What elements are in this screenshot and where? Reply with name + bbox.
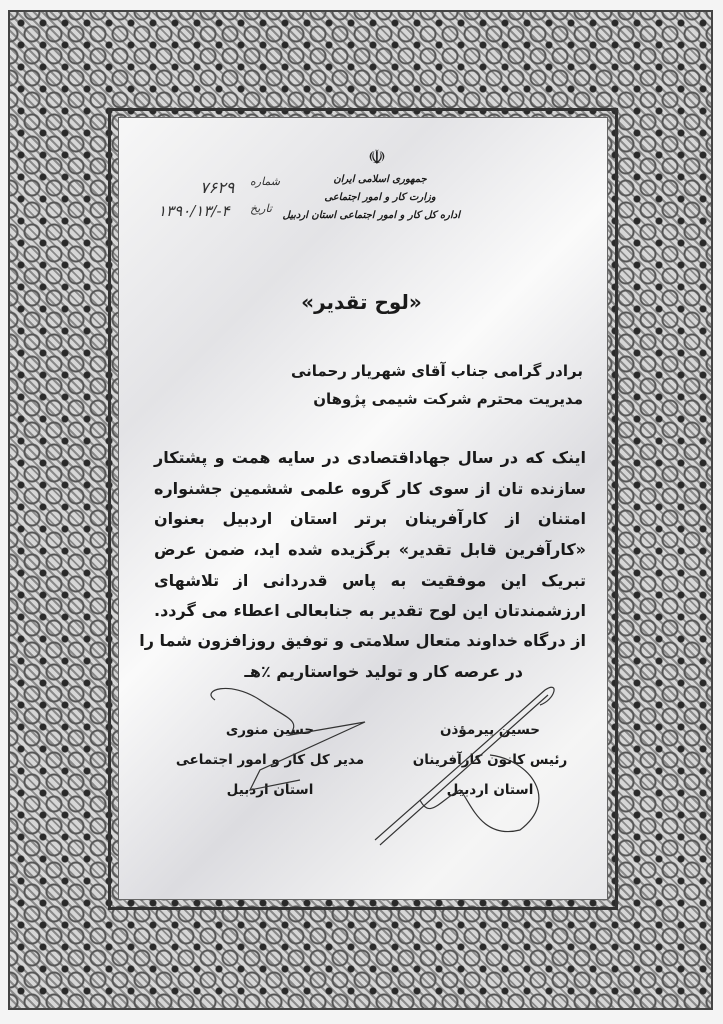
body-line: تبریک این موفقیت به پاس قدردانی از تلاشهای [154, 571, 586, 590]
date-value: ۱۳۹۰/۱۳/-۴ [158, 202, 230, 220]
recipient-line-2: مدیریت محترم شرکت شیمی پژوهان [313, 390, 583, 408]
signatory-1-role: مدیر کل کار و امور اجتماعی [175, 752, 365, 768]
body-line: از درگاه خداوند متعال سلامتی و توفیق روزافزون شما را [139, 631, 586, 650]
signatory-1-name: حسین منوری [225, 722, 315, 738]
signatory-2-role: رئیس کانون کارآفرینان [412, 752, 568, 768]
date-label: تاریخ [250, 202, 272, 215]
body-line: در عرصه کار و تولید خواستاریم ٪هـ [244, 662, 523, 681]
body-line: امتنان از کارآفرینان برتر استان اردبیل بعنوان [154, 509, 586, 528]
signatory-2-place: استان اردبیل [446, 782, 534, 798]
header-line-3: اداره کل کار و امور اجتماعی استان اردبیل [282, 210, 460, 221]
number-label: شماره [250, 175, 281, 188]
signatory-1-place: استان اردبیل [226, 782, 314, 798]
body-line: اینک که در سال جهاداقتصادی در سایه همت و پشتکار [154, 448, 586, 467]
certificate-title: «لوح تقدیر» [301, 290, 422, 314]
recipient-line-1: برادر گرامی جناب آقای شهریار رحمانی [290, 362, 583, 380]
number-value: ۷۶۲۹ [200, 178, 235, 197]
body-line: ارزشمندتان این لوح تقدیر به جنابعالی اعطاء می گردد. [154, 601, 586, 620]
body-line: «کارآفرین قابل تقدیر» برگزیده شده اید، ضمن عرض [154, 540, 586, 559]
header-line-2: وزارت کار و امور اجتماعی [324, 192, 436, 203]
iran-emblem-icon: ☫ [368, 145, 386, 169]
body-line: سازنده تان از سوی کار گروه علمی ششمین جشنواره [154, 479, 586, 498]
header-line-1: جمهوری اسلامی ایران [333, 174, 427, 185]
signatory-2-name: حسین پیرمؤذن [439, 722, 541, 738]
